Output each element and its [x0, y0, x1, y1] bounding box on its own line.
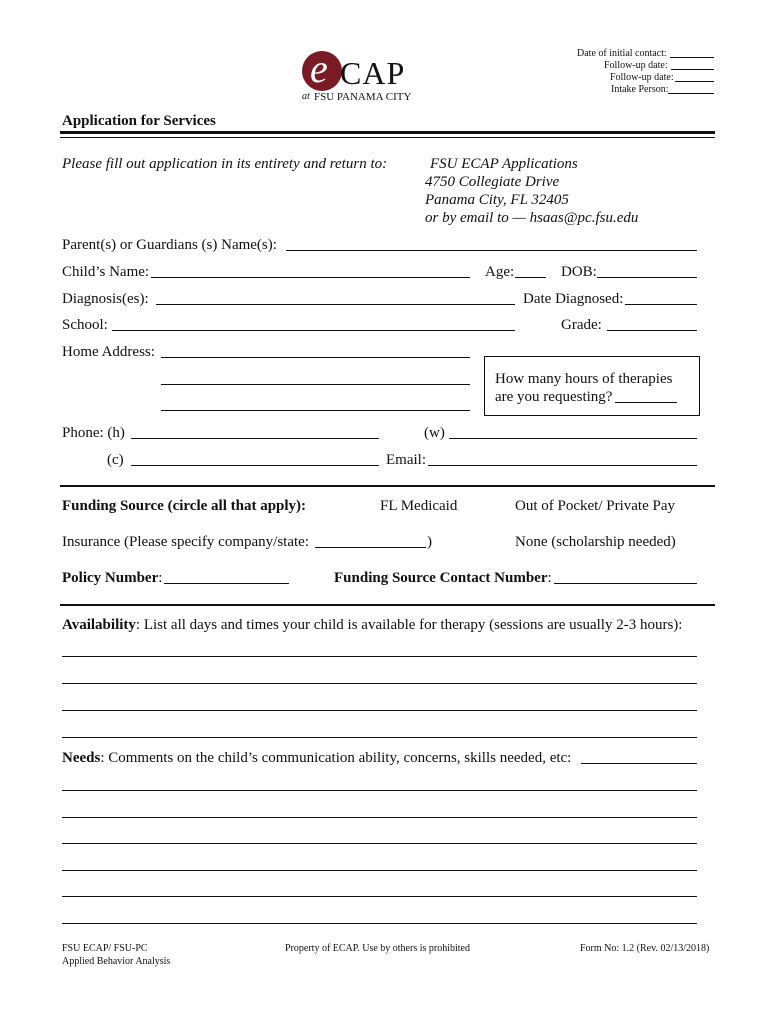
logo-letter-e: e — [310, 46, 328, 91]
funding-heading: Funding Source (circle all that apply): — [62, 498, 307, 514]
funding-contact-label-text: Funding Source Contact Number — [334, 570, 548, 586]
funding-contact-colon: : — [547, 570, 552, 586]
address-email: or by email to — hsaas@pc.fsu.edu — [425, 210, 639, 226]
availability-text: : List all days and times your child is available for therapy (sessions are usually 2-3 hours): — [135, 617, 683, 633]
ecap-logo — [300, 46, 420, 106]
hours-box-line-1: How many hours of therapies — [495, 371, 673, 387]
footer-right: Form No: 1.2 (Rev. 02/13/2018) — [580, 943, 710, 954]
email-label: Email: — [386, 452, 426, 468]
address-line-1: FSU ECAP Applications — [430, 156, 578, 172]
age-label: Age: — [485, 264, 515, 280]
diagnosis-input-line[interactable] — [156, 304, 515, 305]
insurance-close-paren: ) — [427, 534, 432, 550]
policy-number-label — [62, 569, 162, 587]
funding-insurance[interactable]: Insurance (Please specify company/state: — [62, 534, 309, 550]
date-diagnosed-input-line[interactable] — [625, 304, 697, 305]
needs-text: : Comments on the child’s communication ability, concerns, skills needed, etc: — [100, 750, 572, 766]
funding-contact-input-line[interactable] — [554, 583, 697, 584]
school-label: School: — [62, 317, 108, 333]
funding-contact-label — [334, 569, 552, 587]
funding-none[interactable]: None (scholarship needed) — [515, 534, 676, 550]
diagnosis-label: Diagnosis(es): — [62, 291, 149, 307]
logo-subline-name: FSU PANAMA CITY — [314, 91, 412, 103]
phone-work-label: (w) — [424, 425, 445, 441]
home-address-line-3[interactable] — [161, 410, 470, 411]
home-address-line-2[interactable] — [161, 384, 470, 385]
hours-box-line-2: are you requesting? — [495, 389, 613, 405]
insurance-input-line[interactable] — [315, 547, 426, 548]
child-name-label: Child’s Name: — [62, 264, 150, 280]
instructions: Please fill out application in its entirety and return to: — [62, 156, 388, 172]
phone-home-input-line[interactable] — [131, 438, 379, 439]
phone-work-input-line[interactable] — [449, 438, 697, 439]
needs-label: Needs — [62, 750, 101, 766]
address-line-3: Panama City, FL 32405 — [425, 192, 569, 208]
title-rule — [60, 131, 715, 134]
funding-fl-medicaid[interactable]: FL Medicaid — [380, 498, 458, 514]
age-input-line[interactable] — [515, 277, 546, 278]
follow-up-2-line[interactable] — [675, 81, 714, 82]
title-rule-thin — [60, 137, 715, 138]
needs-line-6[interactable] — [62, 923, 697, 924]
hours-requested-input-line[interactable] — [615, 402, 677, 403]
footer-left-2: Applied Behavior Analysis — [62, 956, 171, 967]
phone-cell-input-line[interactable] — [131, 465, 379, 466]
policy-number-colon: : — [158, 570, 163, 586]
phone-cell-label: (c) — [107, 452, 124, 468]
dob-label: DOB: — [561, 264, 597, 280]
needs-line-1[interactable] — [62, 790, 697, 791]
policy-number-label-text: Policy Number — [62, 570, 159, 586]
needs-line-4[interactable] — [62, 870, 697, 871]
footer-center: Property of ECAP. Use by others is prohibited — [285, 943, 470, 954]
availability-line-4[interactable] — [62, 737, 697, 738]
follow-up-2-label: Follow-up date: — [610, 72, 674, 83]
follow-up-1-label: Follow-up date: — [604, 60, 668, 71]
home-address-label: Home Address: — [62, 344, 155, 360]
address-line-2: 4750 Collegiate Drive — [425, 174, 560, 190]
follow-up-1-line[interactable] — [671, 69, 714, 70]
availability-line-2[interactable] — [62, 683, 697, 684]
funding-out-of-pocket[interactable]: Out of Pocket/ Private Pay — [515, 498, 675, 514]
availability-prompt — [62, 616, 682, 634]
intake-person-label: Intake Person: — [611, 84, 669, 95]
availability-line-1[interactable] — [62, 656, 697, 657]
phone-home-label: Phone: (h) — [62, 425, 125, 441]
footer-left-1: FSU ECAP/ FSU-PC — [62, 943, 148, 954]
needs-line-3[interactable] — [62, 843, 697, 844]
date-diagnosed-label: Date Diagnosed: — [523, 291, 624, 307]
availability-label: Availability — [62, 617, 136, 633]
home-address-line-1[interactable] — [161, 357, 470, 358]
child-name-input-line[interactable] — [151, 277, 470, 278]
availability-line-3[interactable] — [62, 710, 697, 711]
logo-wordmark: CAP — [340, 55, 406, 91]
needs-inline-line[interactable] — [581, 763, 697, 764]
parents-label: Parent(s) or Guardians (s) Name(s): — [62, 237, 277, 253]
logo-subline-at: at — [302, 91, 310, 102]
email-input-line[interactable] — [428, 465, 697, 466]
school-input-line[interactable] — [112, 330, 515, 331]
initial-contact-line[interactable] — [670, 57, 714, 58]
needs-prompt — [62, 749, 571, 767]
availability-rule — [60, 604, 715, 606]
intake-person-line[interactable] — [668, 93, 714, 94]
initial-contact-label: Date of initial contact: — [577, 48, 667, 59]
funding-rule — [60, 485, 715, 487]
policy-number-input-line[interactable] — [164, 583, 289, 584]
needs-line-2[interactable] — [62, 817, 697, 818]
needs-line-5[interactable] — [62, 896, 697, 897]
grade-label: Grade: — [561, 317, 602, 333]
dob-input-line[interactable] — [597, 277, 697, 278]
page-title: Application for Services — [62, 113, 216, 129]
parents-input-line[interactable] — [286, 250, 697, 251]
grade-input-line[interactable] — [607, 330, 697, 331]
